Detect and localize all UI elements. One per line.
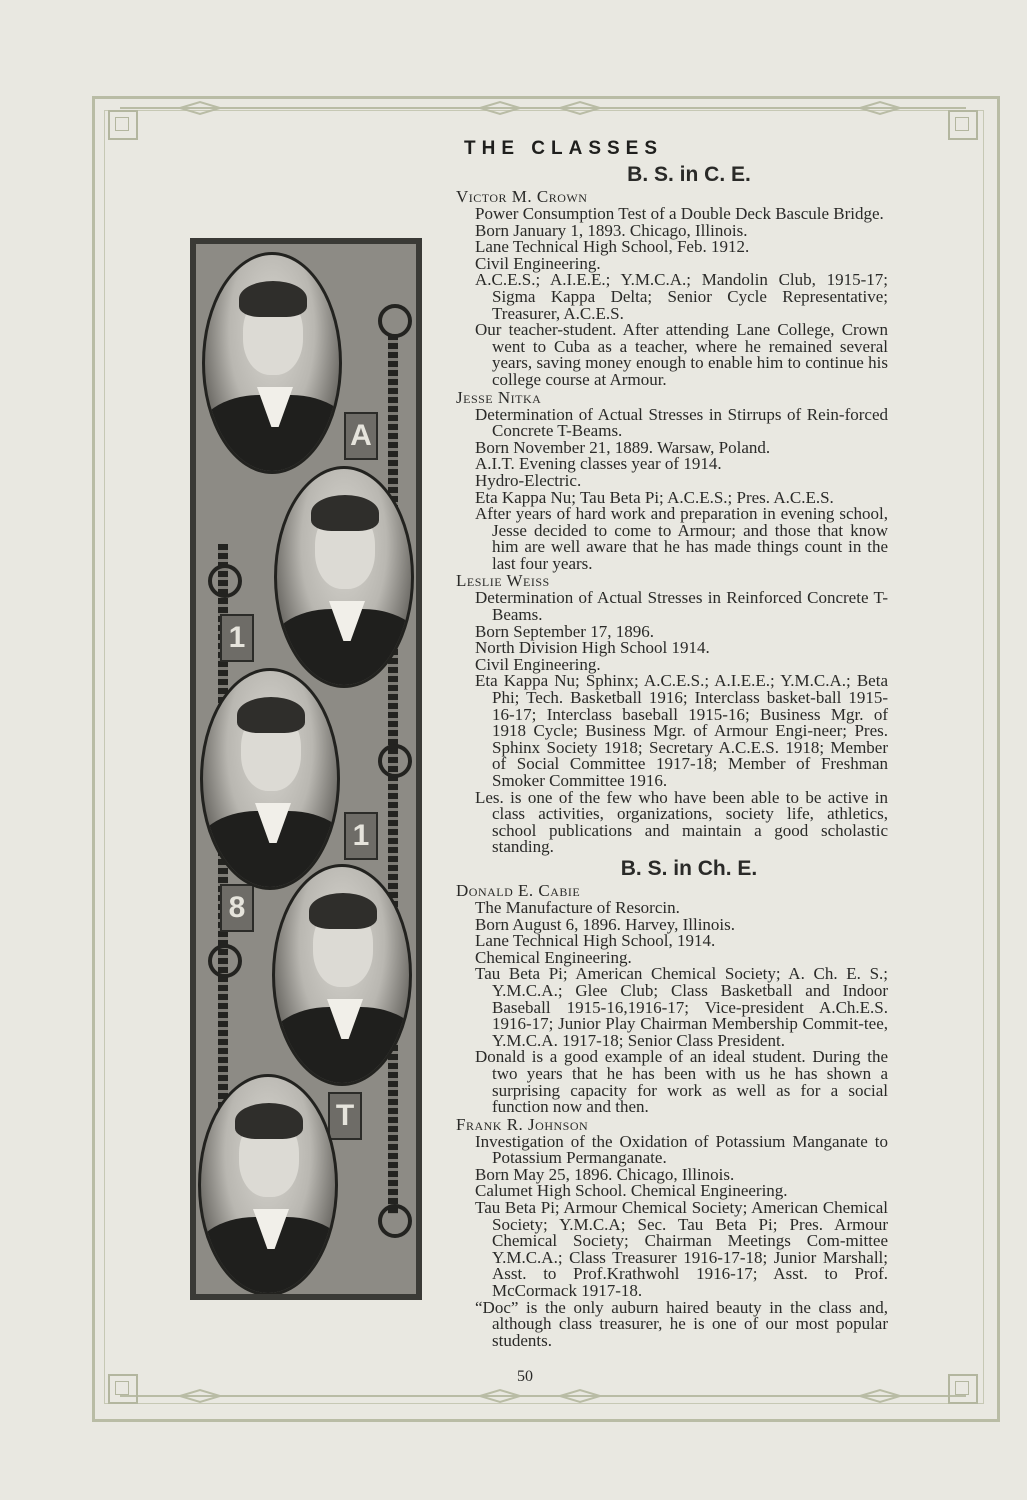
corner-ornament-bottom-left (108, 1374, 138, 1404)
thesis-title: Power Consumption Test of a Double Deck Bascule Bridge. (475, 204, 884, 223)
portrait-strip (190, 238, 422, 1300)
strip-letter: T (328, 1092, 362, 1140)
thesis-title: Determination of Actual Stresses in Reinforced Concrete T-Beams. (475, 588, 888, 625)
text-column (456, 162, 888, 1349)
portrait-photo (200, 668, 340, 890)
course-line: Chemical Engineering. (475, 947, 632, 967)
portrait-photo (272, 864, 412, 1086)
thesis-title: Investigation of the Oxidation of Potassium Manganate to Potassium Permanganate. (475, 1131, 888, 1168)
strip-letter: 1 (344, 812, 378, 860)
person-name: Donald E. Cabie (456, 880, 581, 900)
biography-paragraph: Our teacher-student. After attending Lane College, Crown went to Cuba as a teacher, where he remained several years, saving money enough to enable him to continue his college course at Armour. (475, 320, 888, 389)
course-line: Hydro-Electric. (475, 470, 582, 490)
birth-line: Born May 25, 1896. Chicago, Illinois. (475, 1164, 735, 1184)
activities-line: Eta Kappa Nu; Sphinx; A.C.E.S.; A.I.E.E.; Y.M.C.A.; Beta Phi; Tech. Basketball 1916; Interclass basket-ball 1915-16-17; Interclass baseball 1915-16; Business Mgr. of 1918 Cycle; Business Mgr. of Armour Engi-neer; Pres. Sphinx Society 1918; Secretary A.C.E.S. 1918; Member of Social Committee 1917-18; Member of Freshman Smoker Committee 1916. (475, 671, 888, 790)
section-title: B. S. in Ch. E. (620, 856, 758, 880)
birth-line: Born September 17, 1896. (475, 621, 654, 641)
course-line: Civil Engineering. (475, 253, 601, 273)
biography-paragraph: After years of hard work and preparation in evening school, Jesse decided to come to Armour; and those that know him are well aware that he has made things count in the last four years. (475, 504, 888, 573)
portrait-photo (202, 252, 342, 474)
school-line: A.I.T. Evening classes year of 1914. (475, 454, 722, 474)
border-ornament-top (120, 100, 966, 116)
running-heading: THE CLASSES (464, 138, 664, 159)
portrait-photo (274, 466, 414, 688)
strip-letter: A (344, 412, 378, 460)
corner-ornament-top-left (108, 110, 138, 140)
person-name: Jesse Nitka (456, 387, 542, 407)
ornament-ring (378, 1204, 412, 1238)
thesis-title: Determination of Actual Stresses in Stirrups of Rein-forced Concrete T-Beams. (475, 404, 888, 441)
school-line: Calumet High School. Chemical Engineering. (475, 1181, 788, 1201)
page-number: 50 (517, 1368, 533, 1385)
corner-ornament-top-right (948, 110, 978, 140)
person-name: Frank R. Johnson (456, 1114, 589, 1134)
ornament-ring (208, 564, 242, 598)
school-line: North Division High School 1914. (475, 638, 710, 658)
portrait-strip-panel (196, 244, 416, 1294)
activities-line: Tau Beta Pi; Armour Chemical Society; American Chemical Society; Y.M.C.A; Sec. Tau Beta Pi; Pres. Armour Chemical Society; Chairman Meetings Com-mittee Y.M.C.A.; Class Treasurer 1916-17-18; Junior Marshall; Asst. to Prof.Krathwohl 1916-17; Asst. to Prof. McCormack 1917-18. (475, 1198, 888, 1301)
course-line: Civil Engineering. (475, 654, 601, 674)
biography-paragraph: Donald is a good example of an ideal student. During the two years that he has been with us he has shown a surprising capacity for work as well as for a social function now and then. (475, 1047, 888, 1117)
portrait-photo (198, 1074, 338, 1294)
school-line: Lane Technical High School, 1914. (475, 931, 716, 951)
person-name: Victor M. Crown (456, 187, 588, 206)
person-name: Leslie Weiss (456, 571, 550, 591)
activities-line: Tau Beta Pi; American Chemical Society; A. Ch. E. S.; Y.M.C.A.; Glee Club; Class Basketball and Indoor Baseball 1915-16,1916-17; Vice-president A.Ch.E.S. 1916-17; Junior Play Chairman Membership Commit-tee, Y.M.C.A. 1917-18; Senior Class President. (475, 964, 888, 1050)
strip-letter: 1 (220, 614, 254, 662)
border-ornament-bottom (120, 1388, 966, 1404)
biography-paragraph: “Doc” is the only auburn haired beauty in the class and, although class treasurer, he is one of our most popular students. (475, 1297, 888, 1350)
ornament-ring (208, 944, 242, 978)
birth-line: Born August 6, 1896. Harvey, Illinois. (475, 914, 736, 934)
birth-line: Born January 1, 1893. Chicago, Illinois. (475, 220, 748, 240)
biography-paragraph: Les. is one of the few who have been able to be active in class activities, organizations, society life, athletics, school publications and maintain a good scholastic standing. (475, 787, 888, 857)
activities-line: Eta Kappa Nu; Tau Beta Pi; A.C.E.S.; Pres. A.C.E.S. (475, 487, 834, 507)
corner-ornament-bottom-right (948, 1374, 978, 1404)
strip-letter: 8 (220, 884, 254, 932)
ornament-ring (378, 744, 412, 778)
birth-line: Born November 21, 1889. Warsaw, Poland. (475, 437, 771, 457)
school-line: Lane Technical High School, Feb. 1912. (475, 237, 750, 257)
thesis-title: The Manufacture of Resorcin. (475, 897, 680, 917)
activities-line: A.C.E.S.; A.I.E.E.; Y.M.C.A.; Mandolin Club, 1915-17; Sigma Kappa Delta; Senior Cycle Representative; Treasurer, A.C.E.S. (475, 270, 888, 323)
section-title: B. S. in C. E. (627, 163, 751, 186)
ornament-ring (378, 304, 412, 338)
